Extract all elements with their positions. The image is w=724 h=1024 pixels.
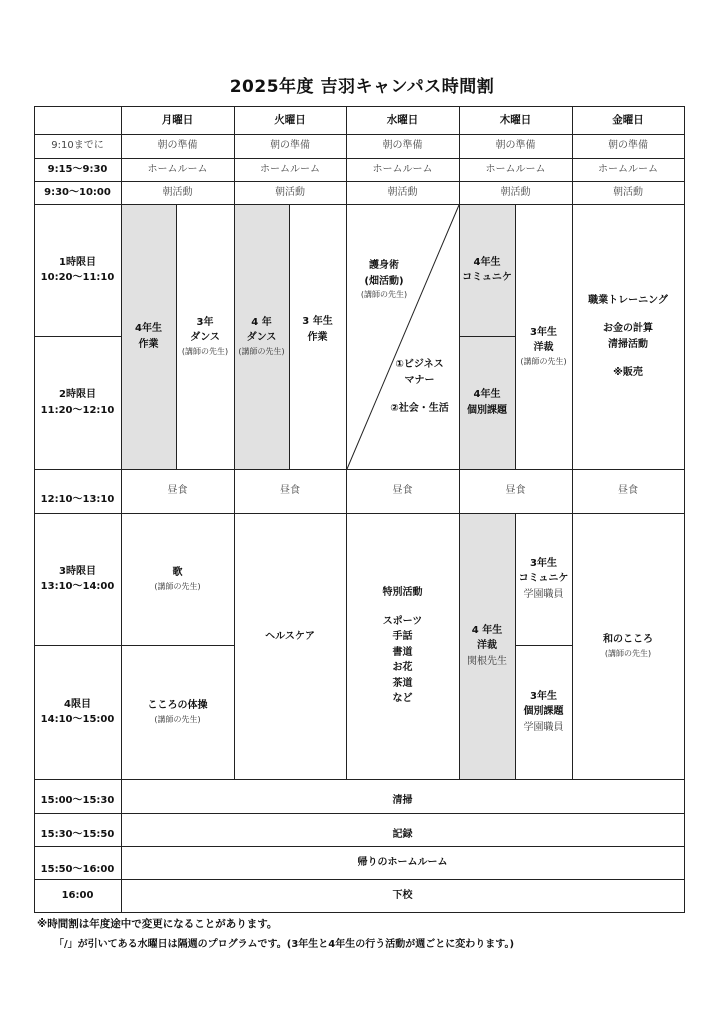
wed-prep: 朝の準備 (382, 140, 423, 152)
wed-a-title: 護身術 (369, 260, 399, 272)
thu-3rd-note: (講師の先生) (520, 356, 567, 366)
period-1-name: 1時限目 (59, 256, 96, 268)
period-2-name: 2時限目 (59, 389, 96, 400)
thu-lunch: 昼食 (505, 485, 526, 496)
thu-4th-p2-grade: 4年生 (473, 389, 501, 400)
mon-lunch: 昼食 (167, 485, 188, 496)
wednesday-diagonal (347, 205, 459, 469)
wed-lunch: 昼食 (392, 485, 413, 496)
fri-job-training (572, 204, 684, 469)
time-lunch: 12:10～13:10 (40, 493, 115, 505)
wed-a-sub: (畑活動) (364, 275, 404, 287)
footnote-1: ※時間割は年度途中で変更になることがあります。 (37, 918, 278, 930)
mon-3rd-grade: 3年 (196, 316, 214, 328)
tue-3rd-activity: 作業 (307, 331, 328, 343)
thu-morning: 朝活動 (500, 186, 531, 198)
mon-song (121, 513, 234, 645)
fri-pm-activity: 和のこころ (603, 634, 653, 646)
wed-sp-2: 手話 (392, 631, 413, 643)
wed-self-defense (346, 252, 422, 308)
time-dismiss: 16:00 (61, 890, 94, 902)
thu-homeroom: ホームルーム (485, 163, 546, 175)
mon-3rd-activity: ダンス (190, 332, 220, 344)
thu-3rd-communication (515, 513, 572, 645)
fri-prep: 朝の準備 (608, 140, 648, 152)
time-period-2 (34, 336, 121, 469)
wed-sp-4: お花 (392, 662, 413, 674)
fri-pm-note: (講師の先生) (604, 648, 652, 658)
fri-line-3: 清掃活動 (608, 338, 648, 350)
mon-p4-activity: こころの体操 (147, 700, 208, 712)
thu-4th-pm-activity: 洋裁 (477, 640, 497, 652)
thu-4th-pm-grade: 4 年生 (471, 624, 503, 636)
tue-health-care: ヘルスケア (265, 631, 315, 643)
header-fri: 金曜日 (612, 113, 644, 126)
tue-3rd-grade: 3 年生 (302, 316, 333, 327)
wed-sp-3: 書道 (392, 646, 413, 658)
footnote-2: 「/」が引いてある水曜日は隔週のプログラムです。(3年生と4年生の行う活動が週ごとに変わります。) (54, 939, 515, 950)
header-tue: 火曜日 (274, 113, 306, 126)
tue-lunch: 昼食 (280, 485, 300, 496)
thu-prep: 朝の準備 (495, 140, 536, 152)
mon-morning: 朝活動 (162, 186, 193, 198)
time-prep: 9:10までに (51, 140, 104, 152)
mon-4th-grade: 4年生 (135, 323, 162, 334)
time-morning: 9:30～10:00 (44, 186, 111, 198)
all-return-homeroom: 帰りのホームルーム (357, 856, 448, 868)
thu-3rd-p3-grade: 3年生 (530, 557, 557, 569)
wed-a-note: (講師の先生) (360, 290, 408, 300)
thu-3rd-grade: 3年生 (530, 326, 557, 338)
mon-3rd-note: (講師の先生) (181, 346, 229, 356)
fri-homeroom: ホームルーム (598, 163, 658, 175)
thu-3rd-individual (515, 645, 572, 779)
period-3-time: 13:10～14:00 (40, 581, 115, 592)
thu-3rd-activity: 洋裁 (533, 342, 554, 354)
mon-3rd-dance (176, 204, 234, 469)
fri-line-4: ※販売 (613, 367, 643, 378)
mon-homeroom: ホームルーム (147, 163, 208, 175)
period-3-name: 3時限目 (59, 565, 96, 577)
header-mon: 月曜日 (161, 113, 194, 126)
wed-morning: 朝活動 (387, 186, 418, 198)
wed-sp-1: スポーツ (382, 615, 423, 627)
time-period-3 (34, 513, 121, 645)
period-4-name: 4限目 (64, 698, 91, 710)
tue-4th-activity: ダンス (246, 332, 277, 344)
time-record: 15:30～15:50 (40, 828, 115, 840)
thu-3rd-p4-grade: 3年生 (530, 690, 557, 702)
page-title: 2025年度 吉羽キャンパス時間割 (229, 77, 495, 97)
thu-4th-p1-activity: コミュニケ (462, 272, 512, 283)
period-4-time: 14:10～15:00 (40, 714, 115, 725)
mon-prep: 朝の準備 (157, 140, 198, 152)
fri-morning: 朝活動 (613, 186, 643, 198)
wed-sp-6: など (392, 693, 413, 705)
time-homeroom: 9:15～9:30 (47, 163, 108, 175)
thu-4th-pm-note: 関根先生 (467, 655, 507, 667)
mon-mind-exercise (121, 645, 234, 779)
tue-4th-note: (講師の先生) (238, 346, 285, 356)
fri-line-1: 職業トレーニング (588, 294, 668, 306)
period-2-time: 11:20～12:10 (40, 404, 115, 416)
thu-4th-sewing (459, 513, 515, 779)
wed-b1: ①ビジネス (395, 359, 444, 371)
wed-business-manner (380, 352, 459, 422)
wed-b2: マナー (404, 374, 435, 386)
mon-p3-note: (講師の先生) (154, 581, 201, 591)
period-1-time: 10:20～11:10 (40, 272, 115, 283)
mon-p3-activity: 歌 (172, 567, 183, 579)
thu-4th-p2-activity: 個別課題 (467, 404, 507, 416)
wed-b3: ②社会・生活 (390, 403, 449, 415)
all-cleaning: 清掃 (392, 795, 413, 807)
wed-special-activity (346, 513, 459, 779)
mon-4th-activity: 作業 (138, 338, 159, 350)
thu-4th-communication (459, 204, 515, 336)
tue-4th-grade: 4 年 (251, 316, 272, 328)
thu-4th-individual (459, 336, 515, 469)
thu-3rd-p3-activity: コミュニケ (518, 573, 569, 585)
thu-3rd-p3-note: 学園職員 (523, 588, 564, 600)
all-dismiss: 下校 (392, 890, 413, 902)
all-record: 記録 (392, 828, 413, 840)
tue-morning: 朝活動 (275, 186, 305, 198)
mon-p4-note: (講師の先生) (154, 714, 201, 724)
thu-3rd-p4-note: 学園職員 (523, 721, 564, 733)
tue-homeroom: ホームルーム (260, 163, 320, 175)
mon-4th-work (121, 204, 176, 469)
fri-lunch: 昼食 (618, 485, 638, 496)
thu-3rd-p4-activity: 個別課題 (523, 706, 564, 718)
wed-sp-5: 茶道 (392, 677, 413, 689)
header-wed: 水曜日 (386, 113, 419, 126)
time-period-4 (34, 645, 121, 779)
time-return-homeroom: 15:50～16:00 (40, 863, 115, 875)
thu-4th-p1-grade: 4年生 (473, 256, 501, 268)
fri-line-2: お金の計算 (603, 323, 653, 334)
thu-3rd-sewing (515, 204, 572, 489)
time-period-1 (34, 204, 121, 336)
fri-japanese-heart (572, 513, 684, 779)
wed-sp-0: 特別活動 (382, 587, 423, 599)
tue-prep: 朝の準備 (270, 140, 310, 152)
tue-3rd-work (289, 204, 346, 455)
tue-4th-dance (234, 204, 289, 469)
wed-homeroom: ホームルーム (372, 163, 433, 175)
time-cleaning: 15:00～15:30 (40, 795, 115, 807)
header-thu: 木曜日 (499, 113, 532, 126)
